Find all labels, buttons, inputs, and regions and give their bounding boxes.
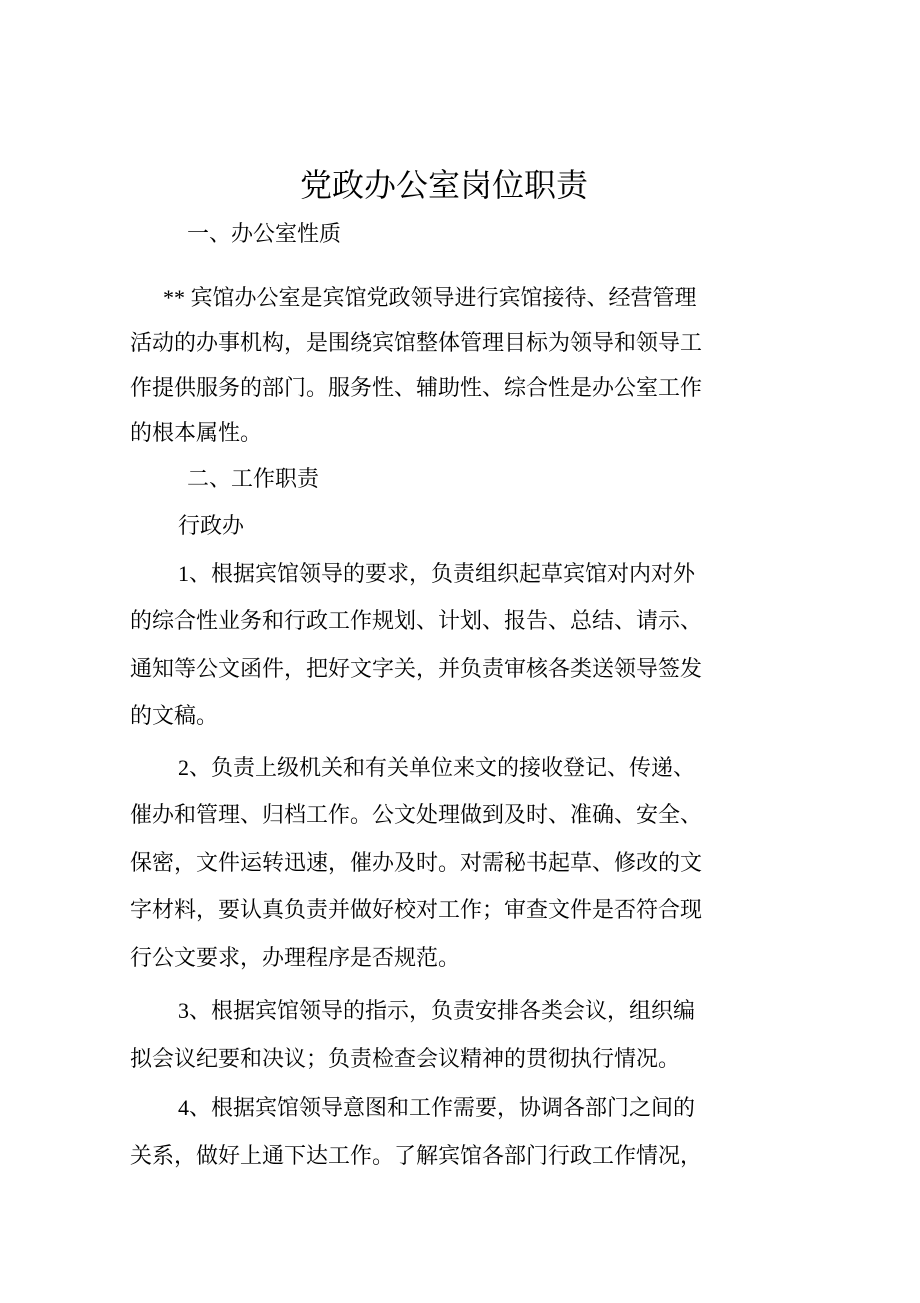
section2-subheading: 行政办 [178,513,245,538]
document-content [130,0,758,1179]
section2-item1-paragraph [130,550,758,740]
doc-line: 2、负责上级机关和有关单位来文的接收登记、传递、 [178,754,696,780]
doc-line: 催办和管理、归档工作。公文处理做到及时、准确、安全、 [130,802,703,827]
doc-line: 保密，文件运转迅速，催办及时。对需秘书起草、修改的文 [130,849,703,875]
doc-line: 活动的办事机构，是围绕宾馆整体管理目标为领导和领导工 [130,329,703,355]
doc-line: 的根本属性。 [130,419,263,445]
section2-item2-paragraph [130,744,758,982]
doc-line: 4、根据宾馆领导意图和工作需要，协调各部门之间的 [178,1095,696,1120]
doc-line: 作提供服务的部门。服务性、辅助性、综合性是办公室工作 [130,374,703,400]
doc-line: 通知等公文函件，把好文字关，并负责审核各类送领导签发 [130,655,703,681]
section1-heading: 一、办公室性质 [187,221,342,246]
doc-line: ** 宾馆办公室是宾馆党政领导进行宾馆接待、经营管理 [163,284,697,310]
doc-line: 的文稿。 [130,703,219,728]
doc-line: 关系，做好上通下达工作。了解宾馆各部门行政工作情况， [130,1142,703,1168]
section2-heading: 二、工作职责 [187,465,320,491]
doc-line: 3、根据宾馆领导的指示，负责安排各类会议，组织编 [178,998,696,1023]
doc-line: 拟会议纪要和决议；负责检查会议精神的贯彻执行情况。 [130,1045,681,1071]
doc-line: 的综合性业务和行政工作规划、计划、报告、总结、请示、 [130,608,703,633]
document-title: 党政办公室岗位职责 [299,167,588,203]
doc-line: 行公文要求，办理程序是否规范。 [130,944,461,970]
section2-item3-paragraph [130,987,758,1082]
section1-paragraph [130,275,758,455]
section2-item4-paragraph [130,1084,758,1179]
document-body [130,210,758,1179]
doc-line: 字材料，要认真负责并做好校对工作；审查文件是否符合现 [130,897,703,922]
doc-line: 1、根据宾馆领导的要求，负责组织起草宾馆对内对外 [178,560,696,586]
